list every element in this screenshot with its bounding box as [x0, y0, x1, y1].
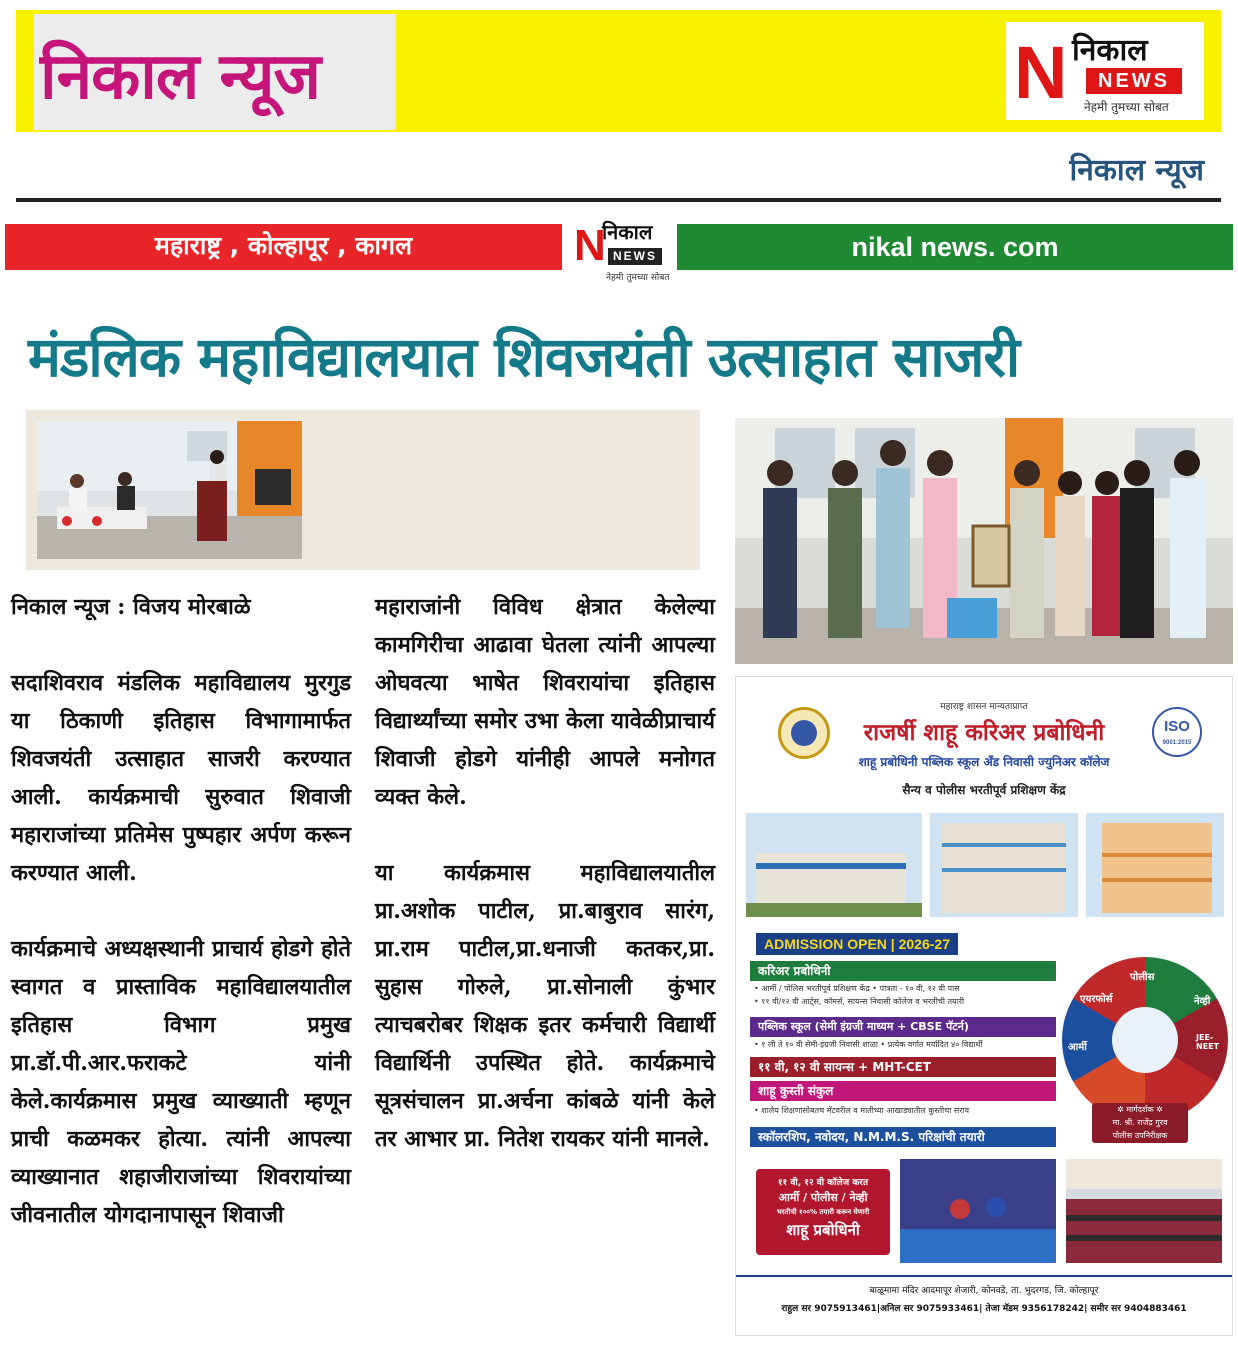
ad-subtitle: शाहू प्रबोधिनी पब्लिक स्कूल अँड निवासी ज्युनिअर कॉलेज — [858, 755, 1110, 769]
logo-word: निकाल — [1072, 33, 1148, 68]
logo-tagline: नेहमी तुमच्या सोबत — [1084, 100, 1169, 114]
iso-label: ISO — [1164, 718, 1190, 735]
ad-note: • शालेय शिक्षणासोबतच मॅटवरील व मातीच्या आखाड्यातील कुस्तीचा सराव — [754, 1106, 970, 1115]
brand-title: निकाल न्यूज — [40, 40, 320, 114]
ad-note: • आर्मी / पोलिस भरतीपूर्व प्रशिक्षण केंद्र • पात्रता - १० वी, १२ वी पास — [754, 984, 960, 993]
paragraph: या कार्यक्रमास महाविद्यालयातील प्रा.अशोक पाटील, प्रा.बाबुराव सारंग, प्रा.राम पाटील,प्रा.धनाजी कतकर,प्रा. सुहास गोरुले, प्रा.सोनाली कुंभार त्याचबरोबर शिक्षक इतर कर्मचारी विद्यार्थी विद्यार्थिनी उपस्थित होते. कार्यक्रमाचे सूत्रसंचालन प्रा.अर्चना कांबळे यांनी केले तर आभार प्रा. नितेश रायकर यांनी मानले. — [375, 860, 715, 1152]
admission-banner: ADMISSION OPEN | 2026-27 — [756, 933, 958, 955]
mentor-name: मा. श्री. राजेंद्र गुरव — [1112, 1118, 1168, 1127]
byline: निकाल न्यूज : विजय मोरबाळे — [11, 594, 251, 620]
mid-logo-badge: NEWS — [608, 248, 662, 265]
mid-logo-letter: N — [574, 221, 606, 270]
advertisement[interactable] — [735, 676, 1233, 1336]
article-column-2 — [375, 588, 715, 1196]
ad-row: पब्लिक स्कूल (सेमी इंग्रजी माध्यम + CBSE पॅटर्न) — [750, 1017, 1056, 1037]
side-title: निकाल न्यूज — [1069, 153, 1204, 188]
paragraph: महाराजांनी विविध क्षेत्रात केलेल्या कामगिरीचा आढावा घेतला त्यांनी आपल्या ओघवत्या भाषेत शिवरायांचा इतिहास विद्यार्थ्यांच्या समोर उभा केला यावेळीप्राचार्य शिवाजी होडगे यांनीही आपले मनोगत व्यक्त केले. — [375, 594, 715, 810]
ad-row: ११ वी, १२ वी सायन्स + MHT-CET — [750, 1057, 1056, 1077]
wheel-label-army: आर्मी — [1068, 1042, 1087, 1053]
article-headline: मंडलिक महाविद्यालयात शिवजयंती उत्साहात साजरी — [28, 325, 1020, 389]
promo-big: शाहू प्रबोधिनी — [786, 1221, 860, 1239]
ad-title: राजर्षी शाहू करिअर प्रबोधिनी — [863, 720, 1105, 746]
event-stage-photo — [37, 421, 302, 559]
website-link[interactable]: nikal news. com — [677, 224, 1233, 270]
officer-figure — [1112, 1007, 1178, 1073]
wheel-label-jee: JEE-NEET — [1196, 1033, 1220, 1051]
promo-top: ११ वी, १२ वी कॉलेज करत — [777, 1178, 869, 1188]
ad-note: • १ ली ते १० वी सेमी-इंग्रजी निवासी शाळा • प्रत्येक वर्गात मर्यादित ४० विद्यार्थी — [754, 1040, 983, 1049]
nikal-news-logo — [1006, 22, 1204, 120]
iso-number: 9001:2015 — [1162, 740, 1192, 746]
paragraph: कार्यक्रमाचे अध्यक्षस्थानी प्राचार्य होडगे होते स्वागत व प्रास्ताविक महाविद्यालयातील इतिहास विभाग प्रमुख प्रा.डॉ.पी.आर.फराकटे यांनी केले.कार्यक्रमास प्रमुख व्याख्याती म्हणून प्राची कळमकर होत्या. त्यांनी आपल्या व्याख्यानात शहाजीराजांच्या शिवरायांच्या जीवनातील योगदानापासून शिवाजी — [11, 936, 351, 1228]
promo-box — [756, 1169, 890, 1255]
ad-tagline: महाराष्ट्र शासन मान्यताप्राप्त — [940, 702, 1028, 712]
admission-year: 2026-27 — [898, 936, 950, 952]
mid-logo-tagline: नेहमी तुमच्या सोबत — [606, 273, 670, 283]
group-photo — [735, 418, 1233, 664]
article-column-1 — [11, 588, 351, 1272]
ad-row: शाहू कुस्ती संकुल — [750, 1081, 1056, 1101]
logo-letter: N — [1014, 31, 1068, 114]
divider — [16, 198, 1221, 202]
mentor-label: ✲ मार्गदर्शक ✲ — [1117, 1105, 1163, 1114]
ad-address: बाळूमामा मंदिर आदमापूर शेजारी, कोनवडे, ता. भुदरगड, जि. कोल्हापूर — [869, 1286, 1099, 1296]
wheel-label-navy: नेव्ही — [1194, 996, 1211, 1007]
paragraph: सदाशिवराव मंडलिक महाविद्यालय मुरगुड या ठिकाणी इतिहास विभागामार्फत शिवजयंती उत्साहात साजरी करण्यात आली. कार्यक्रमाची सुरुवात शिवाजी महाराजांच्या प्रतिमेस पुष्पहार अर्पण करून करण्यात आली. — [11, 670, 351, 886]
ad-note: • ११ वी/१२ वी आर्ट्स, कॉमर्स, सायन्स निवासी कॉलेज व भरतीची तयारी — [754, 997, 965, 1006]
mid-logo-word: निकाल — [602, 220, 653, 244]
location-bar: महाराष्ट्र , कोल्हापूर , कागल — [5, 224, 562, 270]
assembly-photo — [1066, 1159, 1222, 1263]
campus-buildings-photo — [746, 813, 1224, 917]
ad-row: करिअर प्रबोधिनी — [750, 961, 1056, 981]
logo-badge: NEWS — [1086, 68, 1182, 94]
wheel-label-police: पोलीस — [1130, 972, 1155, 983]
mentor-role: पोलीस उपनिरीक्षक — [1112, 1131, 1168, 1140]
ad-row: स्कॉलरशिप, नवोदय, N.M.M.S. परिक्षांची तयारी — [750, 1127, 1056, 1147]
wheel-label-airforce: एयरफोर्स — [1080, 994, 1113, 1005]
mentor-badge — [1092, 1103, 1188, 1143]
wrestling-photo — [900, 1159, 1056, 1263]
mid-logo — [570, 218, 670, 284]
ad-contacts[interactable]: राहुल सर 9075913461|अनिल सर 9075933461| तेजा मॅडम 9356178242| समीर सर 9404883461 — [781, 1304, 1187, 1314]
promo-sub: भरतीची १००% तयारी करून घेणारी — [776, 1208, 870, 1216]
promo-mid: आर्मी / पोलीस / नेव्ही — [778, 1191, 868, 1204]
ad-footer-divider — [736, 1275, 1232, 1277]
ad-subtitle-2: सैन्य व पोलीस भरतीपूर्व प्रशिक्षण केंद्र — [902, 783, 1066, 797]
admission-label: ADMISSION OPEN — [764, 936, 887, 952]
